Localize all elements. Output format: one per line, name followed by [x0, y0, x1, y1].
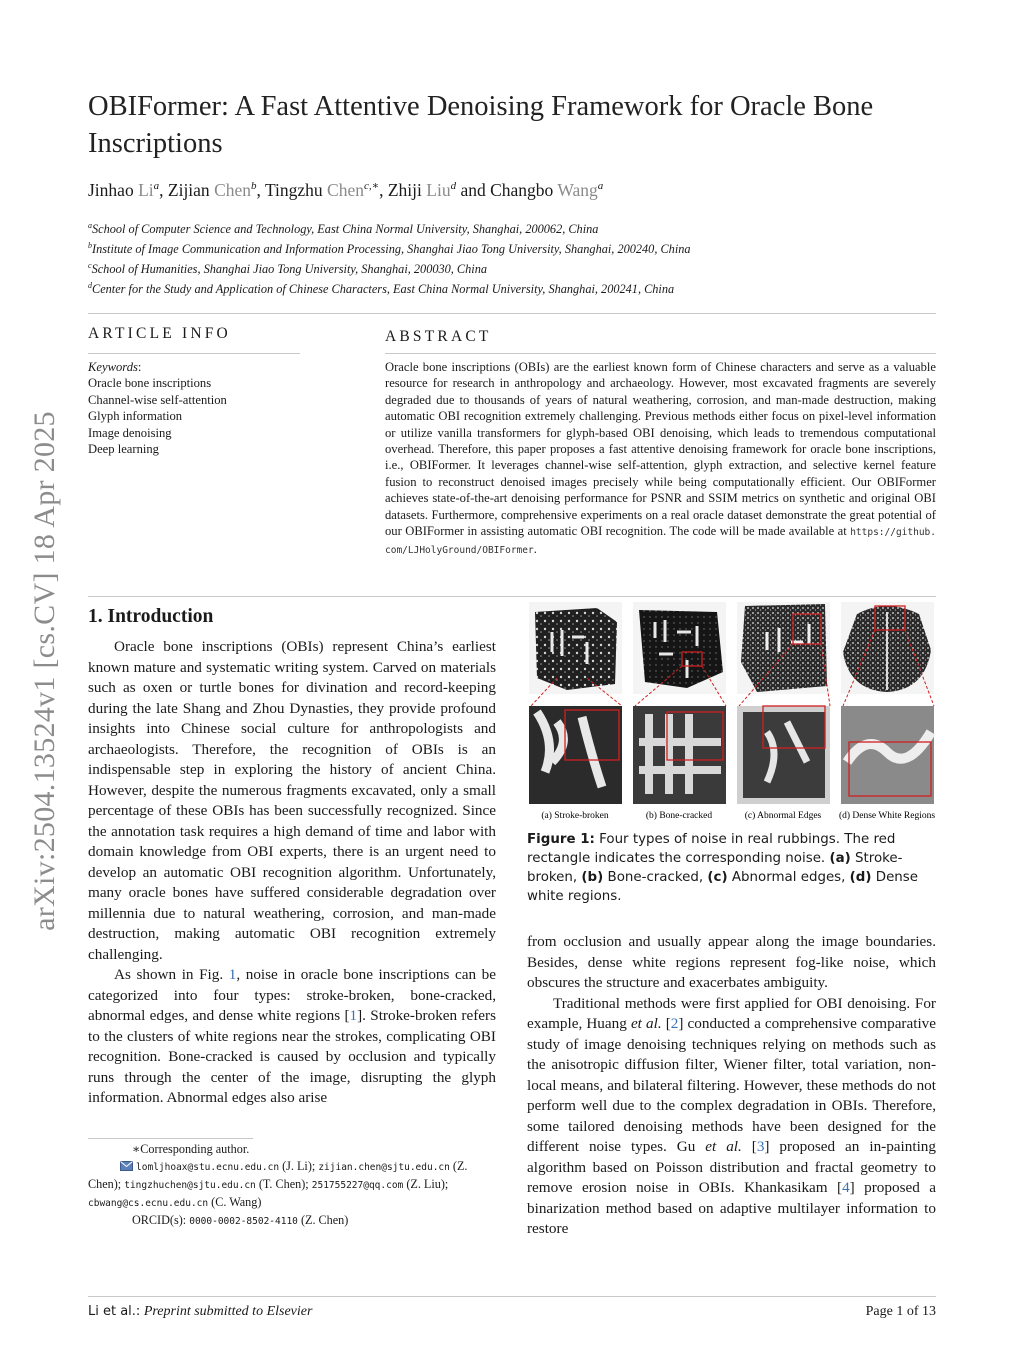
affiliation: $^d$Center for the Study and Application of Chinese Characters, East China Normal University, Shanghai, 200241, China	[88, 281, 675, 297]
tile-a-top	[529, 602, 622, 694]
subfigure-label-d: (d) Dense White Regions	[838, 811, 936, 821]
email[interactable]: zijian.chen@sjtu.edu.cn	[318, 1162, 450, 1173]
footer-left: Li et al.: Preprint submitted to Elsevier	[88, 1304, 313, 1319]
tile-c-zoom	[737, 706, 830, 804]
divider	[88, 596, 936, 597]
tile-d-zoom	[841, 706, 934, 804]
title-line-2: Inscriptions	[88, 128, 223, 159]
paragraph: Traditional methods were first applied for OBI denoising. For example, Huang et al. [2] conducted a comprehensive comparative study of image denoising techniques relying on methods such as the anisotropic diffusion filter, Wiener filter, total variation, non-local means, and bilateral filtering. However, these methods do not perform well due to the complex degradation in OBIs. Therefore, some tailored denoising methods have been designed for the different noise types. Gu et al. [3] proposed an in-painting algorithm based on Poisson distribution and fractal geometry to remove erosion noise in OBIs. Khankasikam [4] proposed a binarization method based on adaptive multilayer information to restore	[527, 994, 937, 1237]
citation-link[interactable]: 1	[349, 1007, 358, 1024]
intro-left-column	[88, 637, 496, 1109]
section-heading: 1. Introduction	[88, 606, 214, 627]
author: Changbo Wang$^a$	[490, 179, 604, 200]
author: Zhiji Liu$^d$	[387, 179, 457, 200]
tile-b-zoom	[633, 706, 726, 804]
arxiv-sidebar	[20, 366, 70, 976]
arxiv-identifier: arXiv:2504.13524v1 [cs.CV] 18 Apr 2025	[28, 411, 61, 931]
citation-link[interactable]: 4	[842, 1179, 850, 1196]
keyword: Deep learning	[88, 442, 159, 457]
intro-right-column	[527, 932, 936, 1240]
keywords-block: Keywords: Oracle bone inscriptions Channel-wise self-attention Glyph information Image denoising Deep learning	[88, 359, 308, 457]
figure-1-graphic	[527, 602, 936, 824]
figure-link[interactable]: 1	[228, 966, 237, 983]
keyword: Channel-wise self-attention	[88, 392, 227, 407]
affiliation: $^c$School of Humanities, Shanghai Jiao Tong University, Shanghai, 200030, China	[88, 261, 487, 277]
affiliation: $^a$School of Computer Science and Technology, East China Normal University, Shanghai, 200062, China	[88, 221, 599, 237]
subfigure-label-b: (b) Bone-cracked	[645, 811, 713, 821]
corresponding-note: ∗Corresponding author.	[132, 1142, 250, 1156]
orcid-line: ORCID(s): 0000-0002-8502-4110 (Z. Chen)	[132, 1213, 349, 1227]
page-number: Page 1 of 13	[865, 1304, 936, 1319]
divider	[88, 313, 936, 314]
author: Jinhao Li$^a$	[88, 179, 160, 200]
citation-link[interactable]: 3	[756, 1138, 765, 1155]
email[interactable]: cbwang@cs.ecnu.edu.cn	[88, 1198, 209, 1209]
email-icon	[120, 1161, 133, 1171]
citation-link[interactable]: 2	[670, 1015, 679, 1032]
article-info-heading: ARTICLE INFO	[88, 325, 231, 342]
abstract-heading: ABSTRACT	[385, 328, 492, 345]
author: Zijian Chen$^b$	[167, 179, 257, 200]
paper-title	[88, 88, 948, 162]
paragraph: Oracle bone inscriptions (OBIs) represent China’s earliest known mature and systematic writing system. Carved on materials such as oxen or turtle bones for divination and record-keeping during the late Shang and Zhou Dynasties, they provide profound insights into Chinese social culture for anthropologists and archaeologists. Therefore, the recognition of OBIs is an indispensable step in exploring the history of ancient China. However, despite the numerous fragments excavated, only a small percentage of these OBIs has been successfully recognized. Since the annotation task requires a high demand of time and labor with domain knowledge from OBI experts, there is an urgent need to develop an automatic OBI recognition algorithm. Unfortunately, many oracle bones have suffered considerable degradation over millennia due to natural weathering, corrosion, and man-made destruction, making automatic OBI recognition extremely challenging.	[88, 638, 496, 963]
figure-1	[527, 602, 936, 824]
figure-caption: Figure 1: Four types of noise in real rubbings. The red rectangle indicates the corresponding noise. (a) Stroke-broken, (b) Bone-cracked, (c) Abnormal edges, (d) Dense white regions.	[527, 832, 919, 904]
tile-d-top	[841, 602, 934, 694]
keyword: Image denoising	[88, 425, 172, 440]
footer-divider	[88, 1296, 936, 1297]
author: Tingzhu Chen$^{c,∗}$	[264, 179, 380, 200]
tile-b-top	[633, 602, 726, 694]
tile-c-top	[737, 602, 830, 694]
email[interactable]: tingzhuchen@sjtu.edu.cn	[124, 1180, 256, 1191]
affiliation: $^b$Institute of Image Communication and Information Processing, Shanghai Jiao Tong University, Shanghai, 200240, China	[88, 241, 691, 257]
paragraph: As shown in Fig. 1, noise in oracle bone inscriptions can be categorized into four types: stroke-broken, bone-cracked, abnormal edges, and dense white regions [1]. Stroke-broken refers to the clusters of white regions near the strokes, complicating OBI recognition. Bone-cracked is caused by occlusion and typically runs through the center of the image, disrupting the glyph information. Abnormal edges also arise	[88, 966, 496, 1106]
keywords-label: Keywords	[88, 360, 138, 374]
tile-a-zoom	[529, 706, 622, 804]
divider	[385, 353, 936, 354]
paragraph: from occlusion and usually appear along the image boundaries. Besides, dense white regions represent fog-like noise, which obscures the structure and exacerbates ambiguity.	[527, 933, 936, 991]
email[interactable]: lomljhoax@stu.ecnu.edu.cn	[136, 1162, 280, 1173]
divider	[88, 353, 300, 354]
subfigure-label-c: (c) Abnormal Edges	[744, 811, 822, 821]
keyword: Oracle bone inscriptions	[88, 376, 212, 391]
subfigure-label-a: (a) Stroke-broken	[541, 811, 609, 821]
email[interactable]: 251755227@qq.com	[311, 1180, 404, 1191]
abstract-text: Oracle bone inscriptions (OBIs) are the earliest known form of Chinese characters and serve as a valuable resource for research in anthropology and archaeology. However, most excavated fragments are severely degraded due to thousands of years of natural weathering, corrosion, and man-made destruction, making automatic OBI recognition extremely challenging. Previous methods either focus on pixel-level information or utilize vanilla transformers for glyph-based OBI denoising, which leads to tremendous computational overhead. Therefore, this paper proposes a fast attentive denoising framework for oracle bone inscriptions, i.e., OBIFormer. It leverages channel-wise self-attention, glyph extraction, and selective kernel feature fusion to reconstruct denoised images precisely while being computationally efficient. Our OBIFormer achieves state-of-the-art denoising performance for PSNR and SSIM metrics on synthetic and original OBI datasets. Furthermore, comprehensive experiments on a real oracle dataset demonstrate the great potential of our OBIFormer in assisting automatic OBI recognition. The code will be made available at https://github.com/LJHolyGround/OBIFormer.	[385, 360, 936, 557]
author-list: Jinhao Li$^a$, Zijian Chen$^b$, Tingzhu Chen$^{c,∗}$, Zhiji Liu$^d$ and Changbo Wang$^a$	[88, 179, 604, 200]
code-link[interactable]: https://github.com/LJHolyGround/OBIFormer	[385, 527, 936, 557]
keyword: Glyph information	[88, 409, 183, 424]
footnote: ∗Corresponding author. lomljhoax@stu.ecnu.edu.cn (J. Li); zijian.chen@sjtu.edu.cn (Z. Chen); tingzhuchen@sjtu.edu.cn (T. Chen); 251755227@qq.com (Z. Liu); cbwang@cs.ecnu.edu.cn (C. Wang) ORCID(s): 0000-0002-8502-4110 (Z. Chen)	[88, 1141, 496, 1230]
footnote-rule	[88, 1138, 253, 1139]
title-line-1: OBIFormer: A Fast Attentive Denoising Framework for Oracle Bone	[88, 91, 874, 122]
orcid-id[interactable]: 0000-0002-8502-4110	[189, 1216, 298, 1227]
